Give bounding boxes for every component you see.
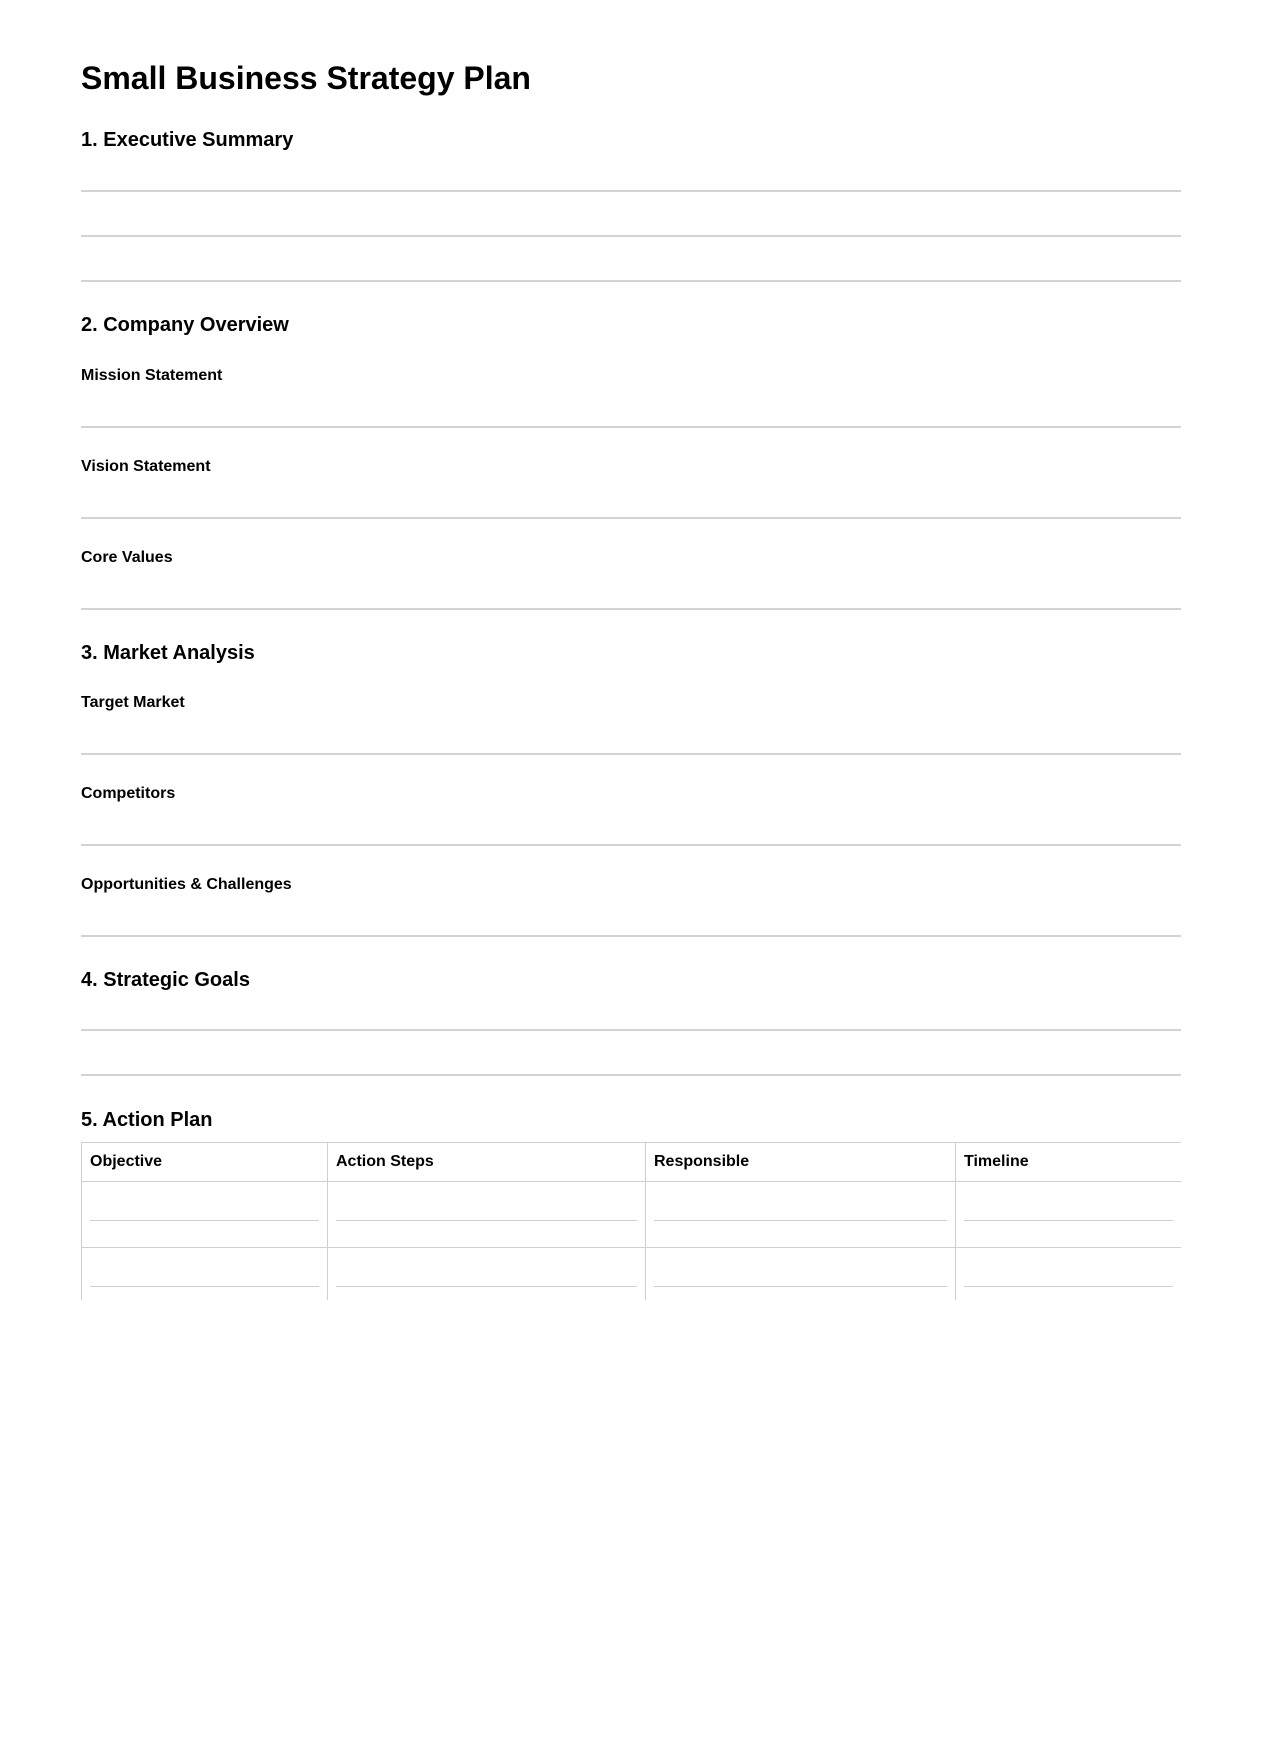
section-heading-action-plan: 5. Action Plan <box>81 1109 213 1131</box>
action-plan-table <box>81 1142 1181 1300</box>
executive-summary-line-3[interactable] <box>81 280 1181 282</box>
document-title: Small Business Strategy Plan <box>81 60 531 96</box>
input-line <box>654 1220 947 1221</box>
section-heading-strategic-goals: 4. Strategic Goals <box>81 969 250 991</box>
responsible-cell[interactable] <box>646 1248 956 1301</box>
vision-statement-line[interactable] <box>81 517 1181 519</box>
executive-summary-line-1[interactable] <box>81 190 1181 192</box>
objective-cell[interactable] <box>82 1182 328 1248</box>
column-header-timeline: Timeline <box>956 1143 1182 1182</box>
column-header-responsible: Responsible <box>646 1143 956 1182</box>
field-label-core-values: Core Values <box>81 549 173 566</box>
core-values-line[interactable] <box>81 608 1181 610</box>
field-label-competitors: Competitors <box>81 785 176 802</box>
executive-summary-line-2[interactable] <box>81 235 1181 237</box>
table-header-row <box>82 1143 1182 1182</box>
field-label-mission-statement: Mission Statement <box>81 367 223 384</box>
section-heading-company-overview: 2. Company Overview <box>81 314 289 336</box>
section-heading-market-analysis: 3. Market Analysis <box>81 642 255 664</box>
field-label-target-market: Target Market <box>81 694 185 711</box>
input-line <box>964 1286 1173 1287</box>
timeline-cell[interactable] <box>956 1248 1182 1301</box>
field-label-opportunities-challenges: Opportunities & Challenges <box>81 876 292 893</box>
strategic-goals-line-1[interactable] <box>81 1029 1181 1031</box>
opportunities-challenges-line[interactable] <box>81 935 1181 937</box>
strategic-goals-line-2[interactable] <box>81 1074 1181 1076</box>
table-row <box>82 1182 1182 1248</box>
action-steps-cell[interactable] <box>328 1182 646 1248</box>
column-header-objective: Objective <box>82 1143 328 1182</box>
target-market-line[interactable] <box>81 753 1181 755</box>
input-line <box>336 1220 637 1221</box>
input-line <box>90 1286 319 1287</box>
input-line <box>90 1220 319 1221</box>
column-header-action-steps: Action Steps <box>328 1143 646 1182</box>
input-line <box>336 1286 637 1287</box>
timeline-cell[interactable] <box>956 1182 1182 1248</box>
input-line <box>964 1220 1173 1221</box>
competitors-line[interactable] <box>81 844 1181 846</box>
section-heading-executive-summary: 1. Executive Summary <box>81 129 294 151</box>
objective-cell[interactable] <box>82 1248 328 1301</box>
mission-statement-line[interactable] <box>81 426 1181 428</box>
table-row <box>82 1248 1182 1301</box>
input-line <box>654 1286 947 1287</box>
responsible-cell[interactable] <box>646 1182 956 1248</box>
action-steps-cell[interactable] <box>328 1248 646 1301</box>
field-label-vision-statement: Vision Statement <box>81 458 211 475</box>
